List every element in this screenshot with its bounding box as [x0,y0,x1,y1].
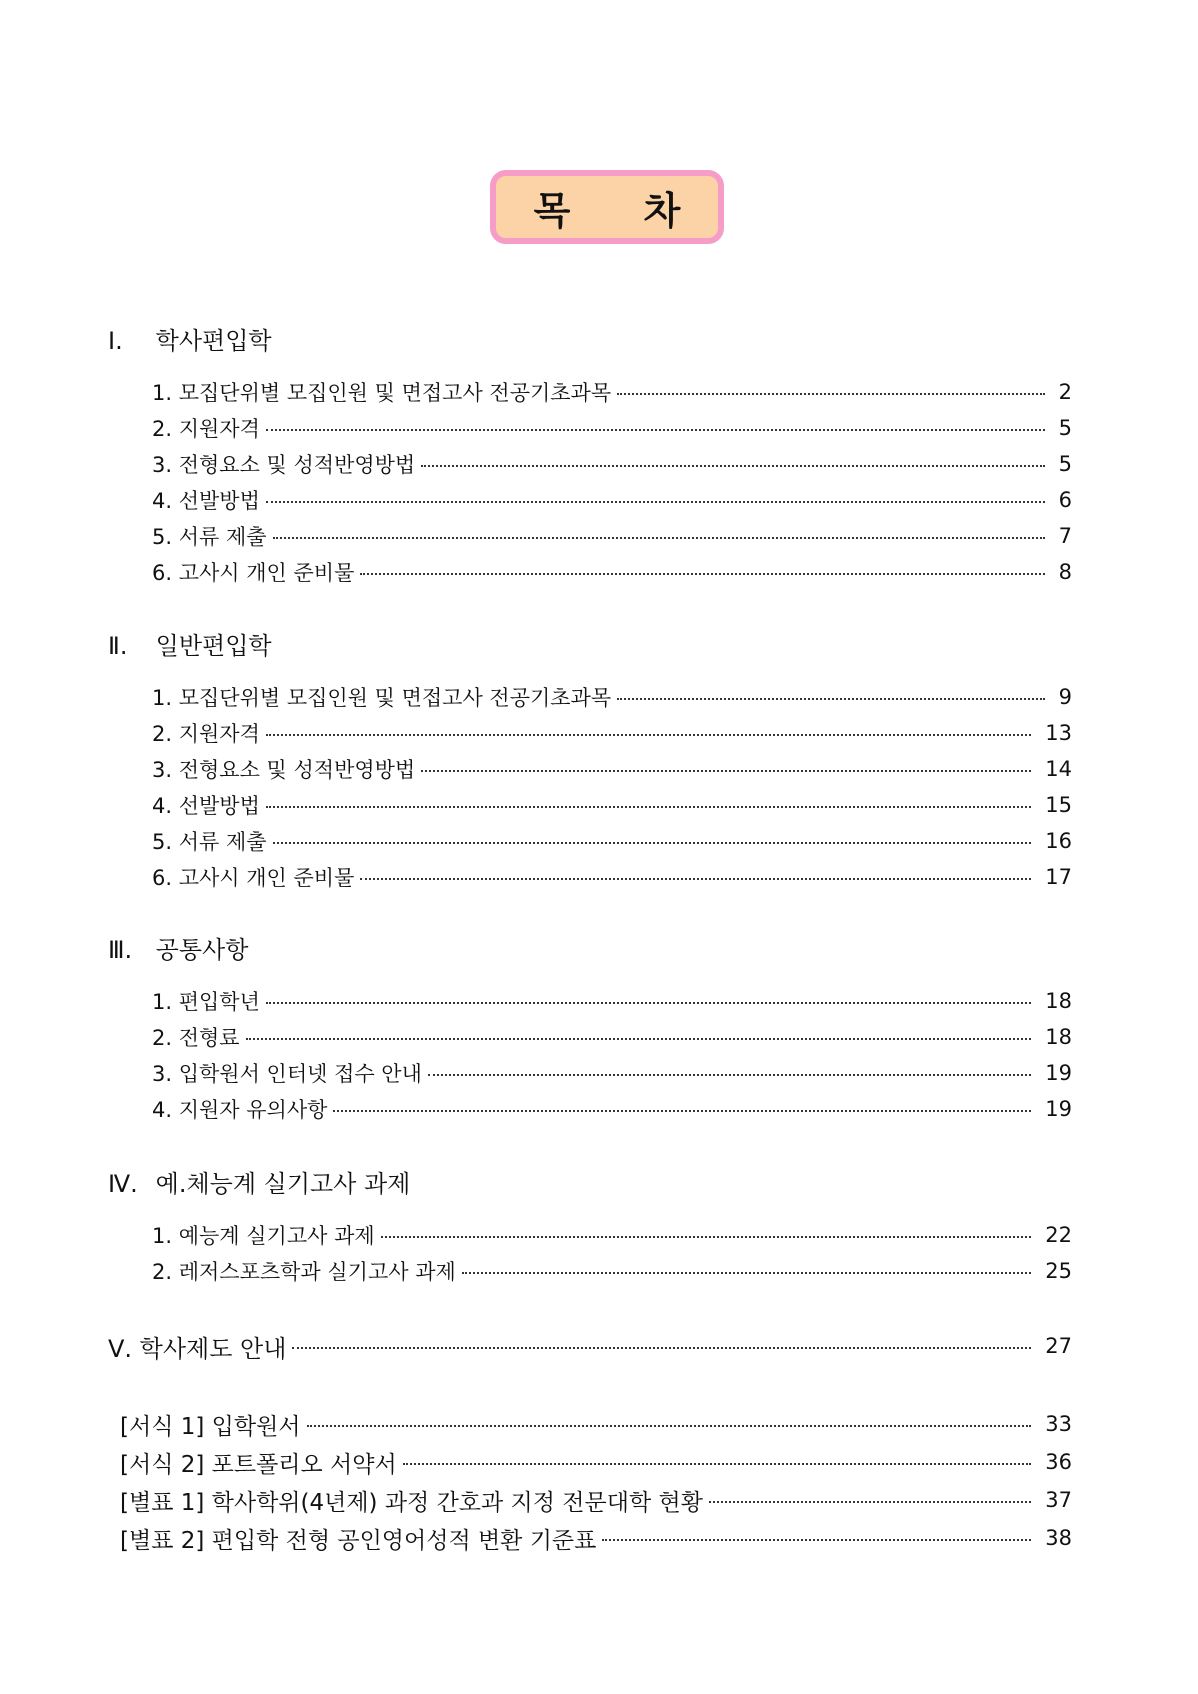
section-heading-3 [108,935,248,965]
dot-leader [403,1463,1032,1465]
dot-leader [333,1110,1031,1112]
toc-entry[interactable] [152,683,1072,711]
dot-leader [266,501,1045,503]
entry-label: 1. 모집단위별 모집인원 및 면접고사 전공기초과목 [152,686,612,710]
toc-entry[interactable] [152,558,1072,586]
toc-entry-section-5[interactable] [108,1332,1072,1363]
entry-label: 4. 선발방법 [152,794,260,818]
section-title: 일반편입학 [155,632,272,660]
dot-leader [266,806,1031,808]
entry-page-number: 8 [1058,560,1072,584]
entry-label: 1. 모집단위별 모집인원 및 면접고사 전공기초과목 [152,381,612,405]
toc-entry-appendix[interactable] [120,1486,1072,1514]
entry-page-number: 15 [1045,793,1072,817]
entry-page-number: 19 [1045,1097,1072,1121]
section-number: Ⅲ. [108,936,133,964]
toc-entry[interactable] [152,1095,1072,1123]
entry-page-number: 7 [1058,524,1072,548]
section-heading-2 [108,631,272,661]
entry-page-number: 2 [1058,380,1072,404]
entry-label: 4. 지원자 유의사항 [152,1098,328,1122]
dot-leader [273,842,1032,844]
toc-entry[interactable] [152,414,1072,442]
dot-leader [462,1272,1031,1274]
entry-page-number: 17 [1045,865,1072,889]
dot-leader [421,465,1044,467]
toc-entry[interactable] [152,522,1072,550]
entry-page-number: 25 [1045,1259,1072,1283]
entry-label: 3. 전형요소 및 성적반영방법 [152,453,416,477]
entry-label: [별표 2] 편입학 전형 공인영어성적 변환 기준표 [120,1527,597,1554]
entry-page-number: 36 [1045,1450,1072,1474]
dot-leader [266,734,1031,736]
toc-entry[interactable] [152,719,1072,747]
toc-entry[interactable] [152,863,1072,891]
toc-entry[interactable] [152,827,1072,855]
section-heading-4 [108,1169,410,1199]
section-number: Ⅱ. [108,632,128,660]
dot-leader [292,1347,1031,1349]
entry-label: 6. 고사시 개인 준비물 [152,561,355,585]
entry-label: 5. 서류 제출 [152,525,267,549]
toc-entry-appendix[interactable] [120,1448,1072,1476]
dot-leader [709,1501,1031,1503]
toc-entry[interactable] [152,1257,1072,1285]
entry-page-number: 5 [1058,416,1072,440]
section-title: 학사편입학 [155,327,272,355]
entry-page-number: 18 [1045,989,1072,1013]
dot-leader [602,1539,1031,1541]
entry-label: 2. 지원자격 [152,722,260,746]
entry-page-number: 22 [1045,1223,1072,1247]
entry-label: [별표 1] 학사학위(4년제) 과정 간호과 지정 전문대학 현황 [120,1489,703,1516]
entry-label: 2. 지원자격 [152,417,260,441]
entry-page-number: 6 [1058,488,1072,512]
toc-entry[interactable] [152,1059,1072,1087]
toc-entry[interactable] [152,1221,1072,1249]
entry-label: 1. 편입학년 [152,990,260,1014]
entry-page-number: 14 [1045,757,1072,781]
entry-label: [서식 1] 입학원서 [120,1413,301,1440]
entry-label: 3. 전형요소 및 성적반영방법 [152,758,416,782]
section-title: 공통사항 [155,936,249,964]
section-number: Ⅳ. [108,1170,138,1198]
entry-page-number: 38 [1045,1526,1072,1550]
dot-leader [360,573,1044,575]
entry-page-number: 9 [1058,685,1072,709]
entry-page-number: 27 [1045,1334,1072,1358]
entry-page-number: 37 [1045,1488,1072,1512]
dot-leader [381,1236,1032,1238]
section-title: 예.체능계 실기고사 과제 [155,1170,411,1198]
dot-leader [428,1074,1031,1076]
dot-leader [266,1002,1031,1004]
entry-label: 2. 전형료 [152,1026,240,1050]
entry-label: 6. 고사시 개인 준비물 [152,866,355,890]
entry-label: 5. 서류 제출 [152,830,267,854]
dot-leader [617,698,1044,700]
toc-title-box [490,170,724,244]
dot-leader [246,1038,1032,1040]
dot-leader [421,770,1031,772]
page-title: 목 차 [533,188,711,233]
toc-entry[interactable] [152,378,1072,406]
section-heading-1 [108,326,272,356]
entry-page-number: 16 [1045,829,1072,853]
toc-entry[interactable] [152,450,1072,478]
toc-entry-appendix[interactable] [120,1524,1072,1552]
entry-label: 1. 예능계 실기고사 과제 [152,1224,375,1248]
toc-entry[interactable] [152,486,1072,514]
dot-leader [360,878,1031,880]
toc-entry[interactable] [152,755,1072,783]
entry-label: Ⅴ. 학사제도 안내 [108,1334,287,1363]
entry-page-number: 19 [1045,1061,1072,1085]
entry-page-number: 5 [1058,452,1072,476]
entry-label: 3. 입학원서 인터넷 접수 안내 [152,1062,422,1086]
toc-entry[interactable] [152,1023,1072,1051]
dot-leader [273,537,1045,539]
dot-leader [307,1425,1032,1427]
entry-page-number: 18 [1045,1025,1072,1049]
entry-label: 4. 선발방법 [152,489,260,513]
entry-page-number: 13 [1045,721,1072,745]
dot-leader [617,393,1044,395]
section-number: Ⅰ. [108,327,123,355]
toc-entry-appendix[interactable] [120,1410,1072,1438]
toc-entry[interactable] [152,987,1072,1015]
toc-entry[interactable] [152,791,1072,819]
entry-label: [서식 2] 포트폴리오 서약서 [120,1451,397,1478]
entry-page-number: 33 [1045,1412,1072,1436]
dot-leader [266,429,1045,431]
entry-label: 2. 레저스포츠학과 실기고사 과제 [152,1260,456,1284]
